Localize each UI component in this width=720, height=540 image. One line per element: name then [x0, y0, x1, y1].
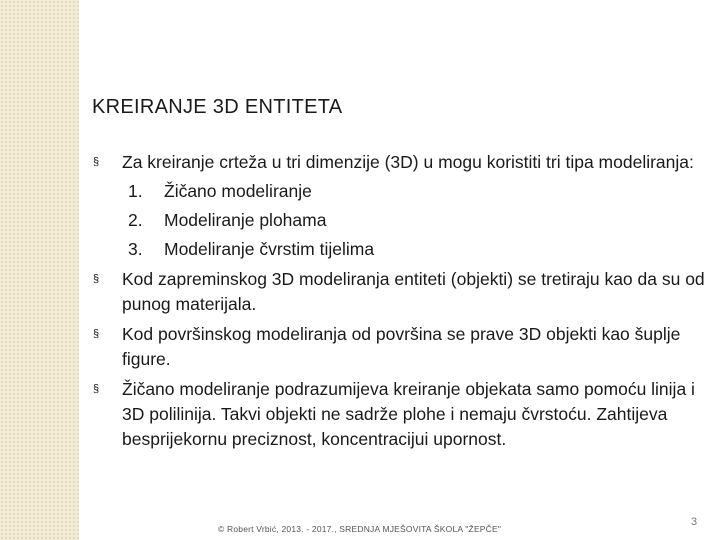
bullet-text: Kod površinskog modeliranja od površina se prave 3D objekti kao šuplje figure. — [122, 324, 681, 369]
sub-item-text: Modeliranje plohama — [164, 210, 327, 230]
slide-content — [92, 150, 714, 452]
bullet-marker-icon: § — [93, 273, 100, 285]
sub-list-item — [92, 208, 714, 233]
bullet-item — [92, 267, 714, 317]
sub-list-item — [92, 237, 714, 262]
sub-item-number: 2. — [128, 210, 143, 230]
bullet-item — [92, 377, 714, 452]
sub-item-text: Modeliranje čvrstim tijelima — [164, 239, 375, 259]
decorative-side-band — [0, 0, 79, 540]
bullet-marker-icon: § — [93, 156, 100, 168]
bullet-item — [92, 150, 714, 175]
bullet-text: Žičano modeliranje podrazumijeva kreiranje objekata samo pomoću linija i 3D polilinija. Takvi objekti ne sadrže plohe i nemaju čvrstoću. Zahtijeva besprijekornu preciznost, koncentracijui upornost. — [122, 379, 695, 449]
bullet-marker-icon: § — [93, 328, 100, 340]
sub-item-number: 1. — [128, 181, 143, 201]
bullet-text: Za kreiranje crteža u tri dimenzije (3D) u mogu koristiti tri tipa modeliranja: — [122, 152, 694, 172]
sub-list-item — [92, 179, 714, 204]
bullet-item — [92, 322, 714, 372]
sub-item-number: 3. — [128, 239, 143, 259]
bullet-text: Kod zapreminskog 3D modeliranja entiteti (objekti) se tretiraju kao da su od punog materijala. — [122, 269, 705, 314]
sub-item-text: Žičano modeliranje — [164, 181, 312, 201]
page-number: 3 — [691, 516, 698, 528]
slide-title: KREIRANJE 3D ENTITETA — [92, 96, 343, 118]
slide-footer: © Robert Vrbić, 2013. - 2017., SREDNJA MJEŠOVITA ŠKOLA "ŽEPČE" — [218, 524, 502, 534]
bullet-marker-icon: § — [93, 383, 100, 395]
